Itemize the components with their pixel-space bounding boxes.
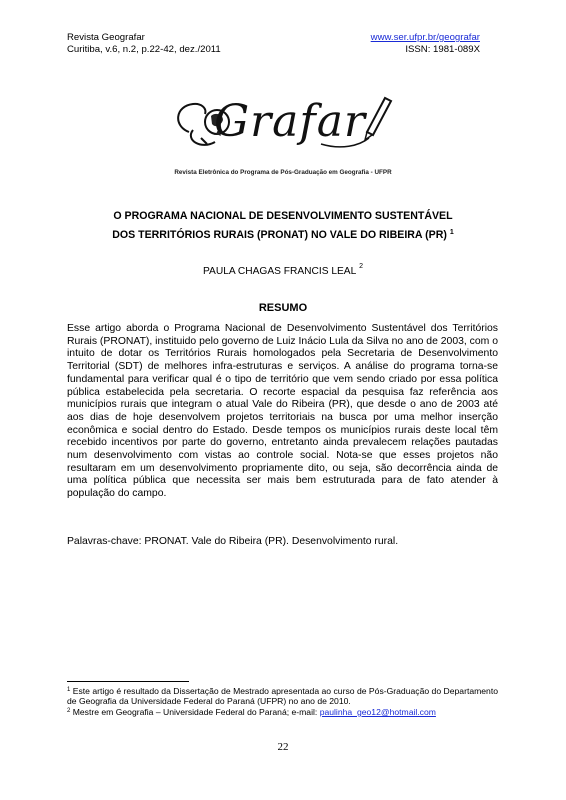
page-number: 22 bbox=[277, 741, 289, 753]
abstract-heading: RESUMO bbox=[258, 302, 308, 314]
footnote-2-text: Mestre em Geografia – Universidade Federal do Paraná; e-mail: bbox=[70, 706, 320, 717]
journal-subtitle: Revista Eletrônica do Programa de Pós-Graduação em Geografia - UFPR bbox=[174, 169, 392, 176]
running-header-left bbox=[67, 32, 221, 55]
geografar-wordmark: Grafar bbox=[214, 96, 366, 147]
author-name: PAULA CHAGAS FRANCIS LEAL bbox=[203, 266, 357, 277]
journal-issn: ISSN: 1981-089X bbox=[405, 43, 480, 55]
running-header-right bbox=[371, 32, 480, 55]
footnote-2 bbox=[67, 707, 498, 717]
author-email-link[interactable]: paulinha_geo12@hotmail.com bbox=[319, 706, 436, 717]
footnote-1-text: Este artigo é resultado da Dissertação de Mestrado apresentada ao curso de Pós-Graduação do Departamento de Geografia da Universidade Federal do Paraná (UFPR) no ano de 2010. bbox=[67, 686, 498, 707]
journal-citation: Curitiba, v.6, n.2, p.22-42, dez./2011 bbox=[67, 43, 221, 55]
author-footnote-ref[interactable]: 2 bbox=[359, 263, 363, 270]
title-footnote-ref[interactable]: 1 bbox=[449, 229, 454, 236]
journal-url-link[interactable]: www.ser.ufpr.br/geografar bbox=[370, 32, 480, 43]
title-line-2: DOS TERRITÓRIOS RURAIS (PRONAT) NO VALE DO RIBEIRA (PR) bbox=[112, 229, 447, 241]
title-line-1: O PROGRAMA NACIONAL DE DESENVOLVIMENTO SUSTENTÁVEL bbox=[113, 210, 453, 222]
footnote-2-mark: 2 bbox=[67, 707, 71, 714]
journal-name: Revista Geografar bbox=[67, 32, 145, 43]
author-line bbox=[0, 263, 566, 277]
abstract-body: Esse artigo aborda o Programa Nacional de Desenvolvimento Sustentável dos Territórios Rurais (PRONAT), instituido pelo governo de Luiz Inácio Lula da Silva no ano de 2003, com o intuito de dotar os Territórios Rurais homologados pela Secretaria de Desenvolvimento Territorial (SDT) de melhores infra-estruturas e serviços. A análise do programa torna-se fundamental para verificar qual é o tipo de território que vem sendo criado por essa política pública estabelecida pela secretaria. O recorte espacial da pesquisa faz referência aos municípios rurais que integram o atual Vale do Ribeira (PR), que desde o ano de 2003 até aos dias de hoje desenvolvem projetos territoriais na busca por uma melhor inserção econômica e social dentro do Estado. Desde tempos os municípios rurais deste local têm recebido incentivos por parte do governo, entretanto ainda prevalecem relações pautadas num desenvolvimento com vistas ao controle social. Nota-se que esses projetos não resultaram em um desenvolvimento propriamente dito, ou seja, são decorrência ainda de uma política pública que necessita ser mais bem estruturada para de fato atender à população do campo. bbox=[67, 323, 498, 500]
keywords: Palavras-chave: PRONAT. Vale do Ribeira (PR). Desenvolvimento rural. bbox=[67, 536, 399, 547]
footnote-1 bbox=[67, 686, 498, 707]
footnote-1-mark: 1 bbox=[67, 687, 71, 693]
footnotes bbox=[67, 686, 498, 717]
footnote-divider bbox=[67, 681, 189, 682]
article-title bbox=[60, 207, 506, 245]
